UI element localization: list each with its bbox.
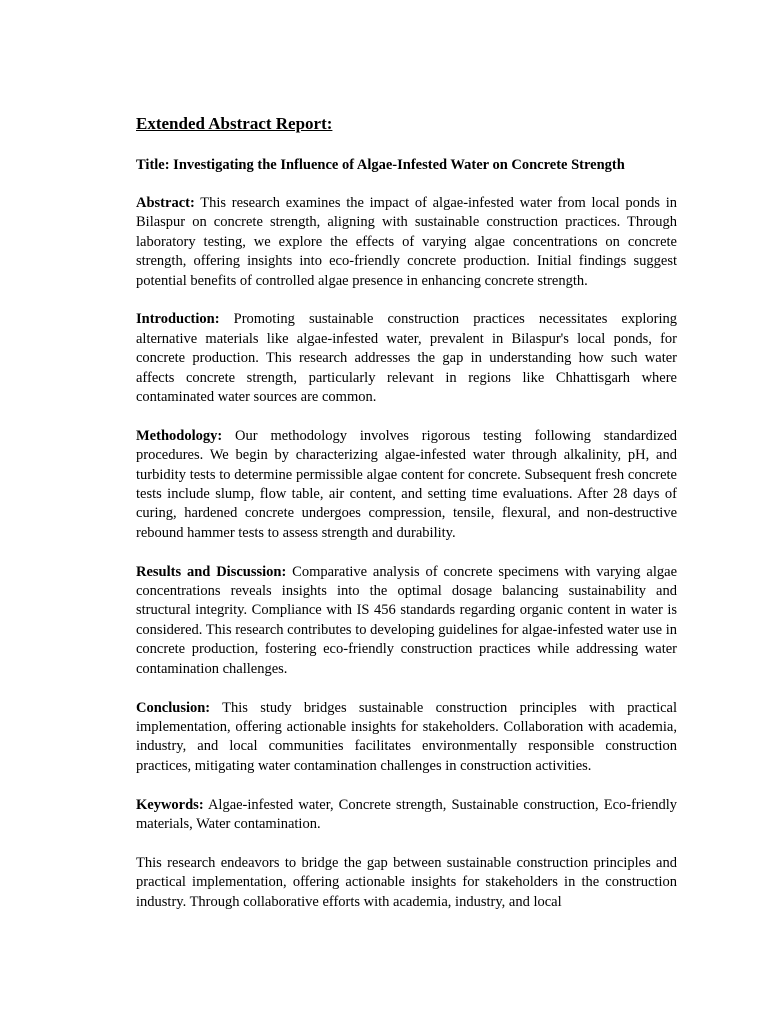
abstract-text: This research examines the impact of algae-infested water from local ponds in Bilaspur on concrete strength, aligning with sustainable construction practices. Through laboratory testing, we explore the effects of varying algae concentrations on concrete strength, offering insights into eco-friendly concrete production. Initial findings suggest potential benefits of controlled algae presence in enhancing concrete strength. [136, 195, 677, 289]
report-heading: Extended Abstract Report: [136, 114, 333, 133]
document-title: Title: Investigating the Influence of Algae-Infested Water on Concrete Strength [136, 157, 625, 173]
methodology-section [136, 427, 677, 543]
keywords-text: Algae-infested water, Concrete strength, Sustainable construction, Eco-friendly materials, Water contamination. [136, 796, 677, 832]
introduction-text: Promoting sustainable construction practices necessitates exploring alternative materials like algae-infested water, prevalent in Bilaspur's local ponds, for concrete production. This research addresses the gap in understanding how such water affects concrete strength, particularly relevant in regions like Chhattisgarh where contaminated water sources are common. [136, 311, 678, 406]
introduction-section [136, 310, 677, 407]
introduction-label: Introduction: [136, 311, 220, 328]
abstract-label: Abstract: [136, 195, 195, 211]
conclusion-section [136, 699, 677, 777]
document-page [136, 113, 677, 931]
conclusion-text: This study bridges sustainable construction principles with practical implementation, offering actionable insights for stakeholders. Collaboration with academia, industry, and local communities facilitates environmentally responsible construction practices, mitigating water contamination challenges in construction activities. [136, 699, 677, 774]
keywords-section [136, 796, 677, 835]
keywords-label: Keywords: [136, 796, 204, 813]
conclusion-label: Conclusion: [136, 699, 211, 716]
results-discussion-text: Comparative analysis of concrete specimens with varying algae concentrations reveals insights into the optimal dosage balancing sustainability and structural integrity. Compliance with IS 456 standards regarding organic content in water is considered. This research contributes to developing guidelines for algae-infested water use in concrete production, fostering eco-friendly construction practices while addressing water contamination challenges. [136, 563, 677, 677]
closing-paragraph: This research endeavors to bridge the gap between sustainable construction principles and practical implementation, offering actionable insights for stakeholders in the construction industry. Through collaborative efforts with academia, industry, and local [136, 854, 677, 910]
methodology-text: Our methodology involves rigorous testing following standardized procedures. We begin by characterizing algae-infested water through alkalinity, pH, and turbidity tests to determine permissible algae content for concrete. Subsequent fresh concrete tests include slump, flow table, air content, and setting time evaluations. After 28 days of curing, hardened concrete undergoes compression, tensile, flexural, and non-destructive rebound hammer tests to assess strength and durability. [136, 427, 678, 541]
abstract-section [136, 194, 677, 291]
methodology-label: Methodology: [136, 427, 223, 444]
results-discussion-section [136, 563, 677, 679]
results-discussion-label: Results and Discussion: [136, 563, 287, 580]
